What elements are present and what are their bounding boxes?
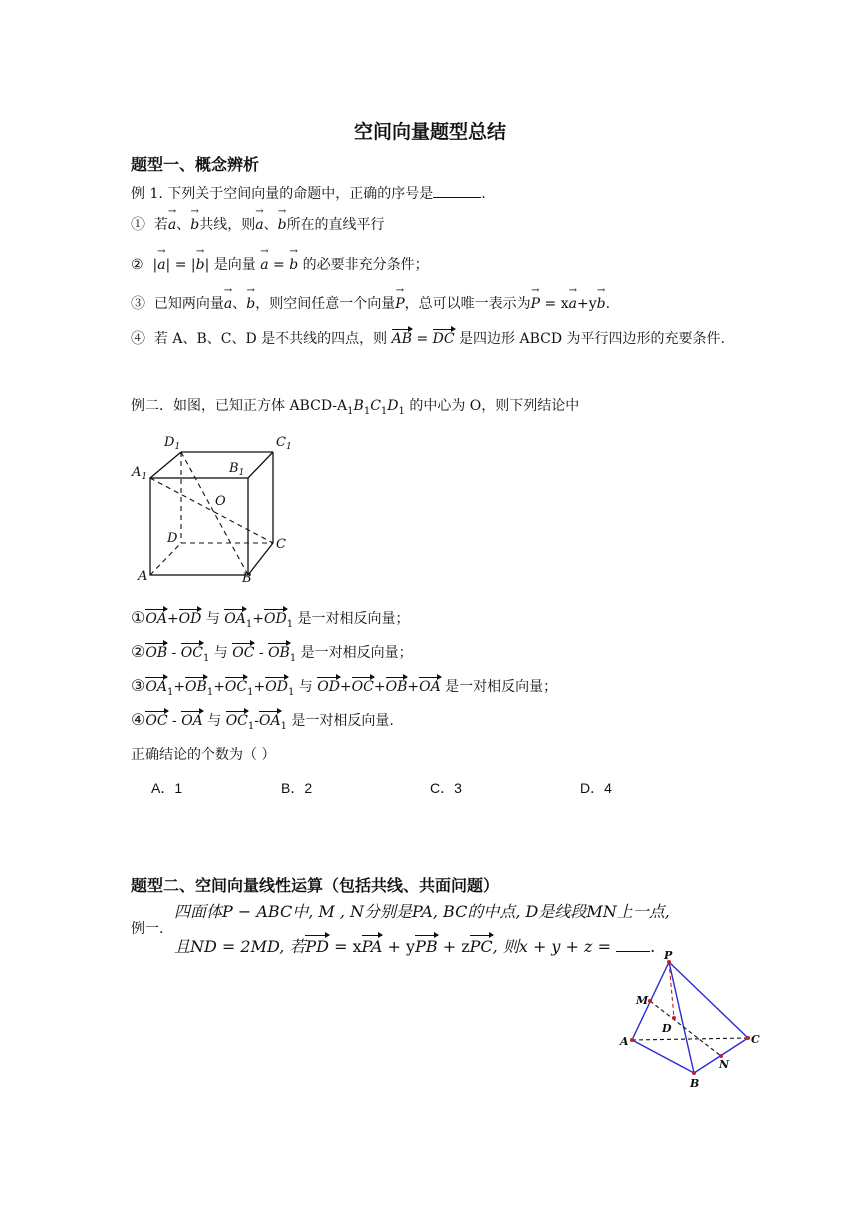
option-2-text-a: 是向量 [213, 257, 256, 273]
label-a1: $A_1$ [132, 465, 148, 482]
example-3-line-2a: 且ND = 2MD, 若 [174, 937, 306, 956]
example-3-label: 例一. [131, 921, 164, 937]
option-3-text-a: 已知两向量 [153, 296, 224, 312]
option-1-text-a: 若 [153, 217, 168, 233]
option-2-text-b: 的必要非充分条件； [302, 257, 429, 273]
option-4: ④ 若 A、B、C、D 是不共线的四点，则 AB = DC 是四边形 ABCD 为平行四边形的充要条件. [131, 331, 725, 347]
option-4-text-b: 是四边形 ABCD 为平行四边形的充要条件. [459, 331, 725, 347]
option-1-number: ① [131, 217, 145, 233]
option-1-text-b: 共线，则 [199, 217, 256, 233]
equal-expression: → a = → b [260, 257, 298, 273]
option-3-text-b: ，则空间任意一个向量 [255, 296, 396, 312]
label-o: O [215, 494, 226, 509]
label-d: D [167, 531, 178, 546]
vector-a: → a [255, 217, 263, 233]
label-c1: $C_1$ [276, 435, 292, 452]
cube-figure [128, 430, 298, 586]
statement-3-number: ③ [131, 676, 146, 695]
statement-2-number: ② [131, 642, 146, 661]
example-3-line-2: 且ND = 2MD, 若PD = xPA + yPB + zPC, 则x + y + z = . [174, 937, 656, 956]
option-4-text-a: 若 A、B、C、D 是不共线的四点，则 [153, 331, 388, 347]
choice-c: C．3 [430, 780, 462, 796]
statement-4-tail: 是一对相反向量. [291, 713, 394, 729]
label-c-tetra: C [751, 1033, 760, 1046]
label-d1: $D_1$ [164, 435, 181, 452]
label-c: C [276, 537, 286, 552]
example-2-stem: 例二．如图，已知正方体 ABCD-$A_1B_1C_1D_1$ 的中心为 O，则下列结论中 [131, 398, 580, 417]
option-1-text-c: 所在的直线平行 [286, 217, 385, 233]
example-3-line-2c: . [650, 937, 656, 956]
section-heading-2: 题型二、空间向量线性运算（包括共线、共面问题） [131, 876, 500, 895]
label-b-tetra: B [690, 1077, 700, 1090]
example-3-line-2b: , 则x + y + z = [492, 937, 611, 956]
label-a-tetra: A [620, 1035, 629, 1048]
option-3-number: ③ [131, 296, 145, 312]
example-2-stem-b: 的中心为 O，则下列结论中 [409, 398, 580, 414]
label-d-tetra: D [662, 1022, 672, 1035]
statement-1-number: ① [131, 608, 146, 627]
example-1-stem [131, 183, 486, 203]
statement-4-number: ④ [131, 710, 146, 729]
tetrahedron-figure [612, 948, 762, 1090]
statement-4: ④OC - OA 与 $OC_1-OA_1$ 是一对相反向量. [131, 710, 394, 732]
label-b: B [242, 571, 252, 586]
choice-d: D．4 [580, 780, 612, 796]
vector-a: → a [168, 217, 176, 233]
option-4-number: ④ [131, 331, 145, 347]
abs-expression: |→ a| = |→ b| [152, 257, 209, 273]
option-3: ③ 已知两向量→ a、→ b，则空间任意一个向量→ P，总可以唯一表示为→ P = x→ a+y→ b. [131, 293, 610, 313]
label-a: A [138, 569, 148, 584]
question-text: 正确结论的个数为（ ） [131, 747, 276, 763]
label-p: P [664, 949, 673, 962]
option-3-text-c: ，总可以唯一表示为 [404, 296, 531, 312]
option-2 [131, 254, 429, 274]
label-b1: $B_1$ [229, 461, 245, 478]
example-2-stem-a: 例二．如图，已知正方体 ABCD-A [131, 398, 348, 414]
vector-b: → b [190, 217, 199, 233]
label-n: N [719, 1058, 730, 1071]
statement-2: ②OB - $OC_1$ 与 OC - $OB_1$ 是一对相反向量； [131, 642, 413, 664]
example-3-line-1: 四面体P − ABC中, M , N分别是PA, BC的中点, D是线段MN上一点, [174, 902, 670, 921]
statement-1: ①OA+OD 与 $OA_1+OD_1$ 是一对相反向量； [131, 608, 410, 630]
section-heading-1: 题型一、概念辨析 [131, 155, 260, 174]
statement-1-tail: 是一对相反向量； [297, 611, 410, 627]
answer-blank [433, 185, 481, 198]
choice-b: B．2 [281, 780, 313, 796]
vector-b: → b [278, 217, 287, 233]
option-2-number: ② [131, 257, 144, 273]
statement-2-tail: 是一对相反向量； [300, 645, 413, 661]
page-title: 空间向量题型总结 [353, 121, 506, 143]
example-1-stem-text: 例 1. 下列关于空间向量的命题中，正确的序号是 [131, 186, 434, 202]
example-1-stem-end: . [481, 186, 486, 202]
label-m: M [636, 994, 649, 1007]
statement-3-tail: 是一对相反向量； [445, 679, 558, 695]
statement-3: $③OA_1+OB_1+OC_1+OD_1$ 与 OD+OC+OB+OA 是一对相反向量； [131, 676, 558, 698]
choice-a: A．1 [151, 780, 183, 796]
option-1: ① 若→ a、→ b共线，则→ a、→ b所在的直线平行 [131, 214, 385, 234]
